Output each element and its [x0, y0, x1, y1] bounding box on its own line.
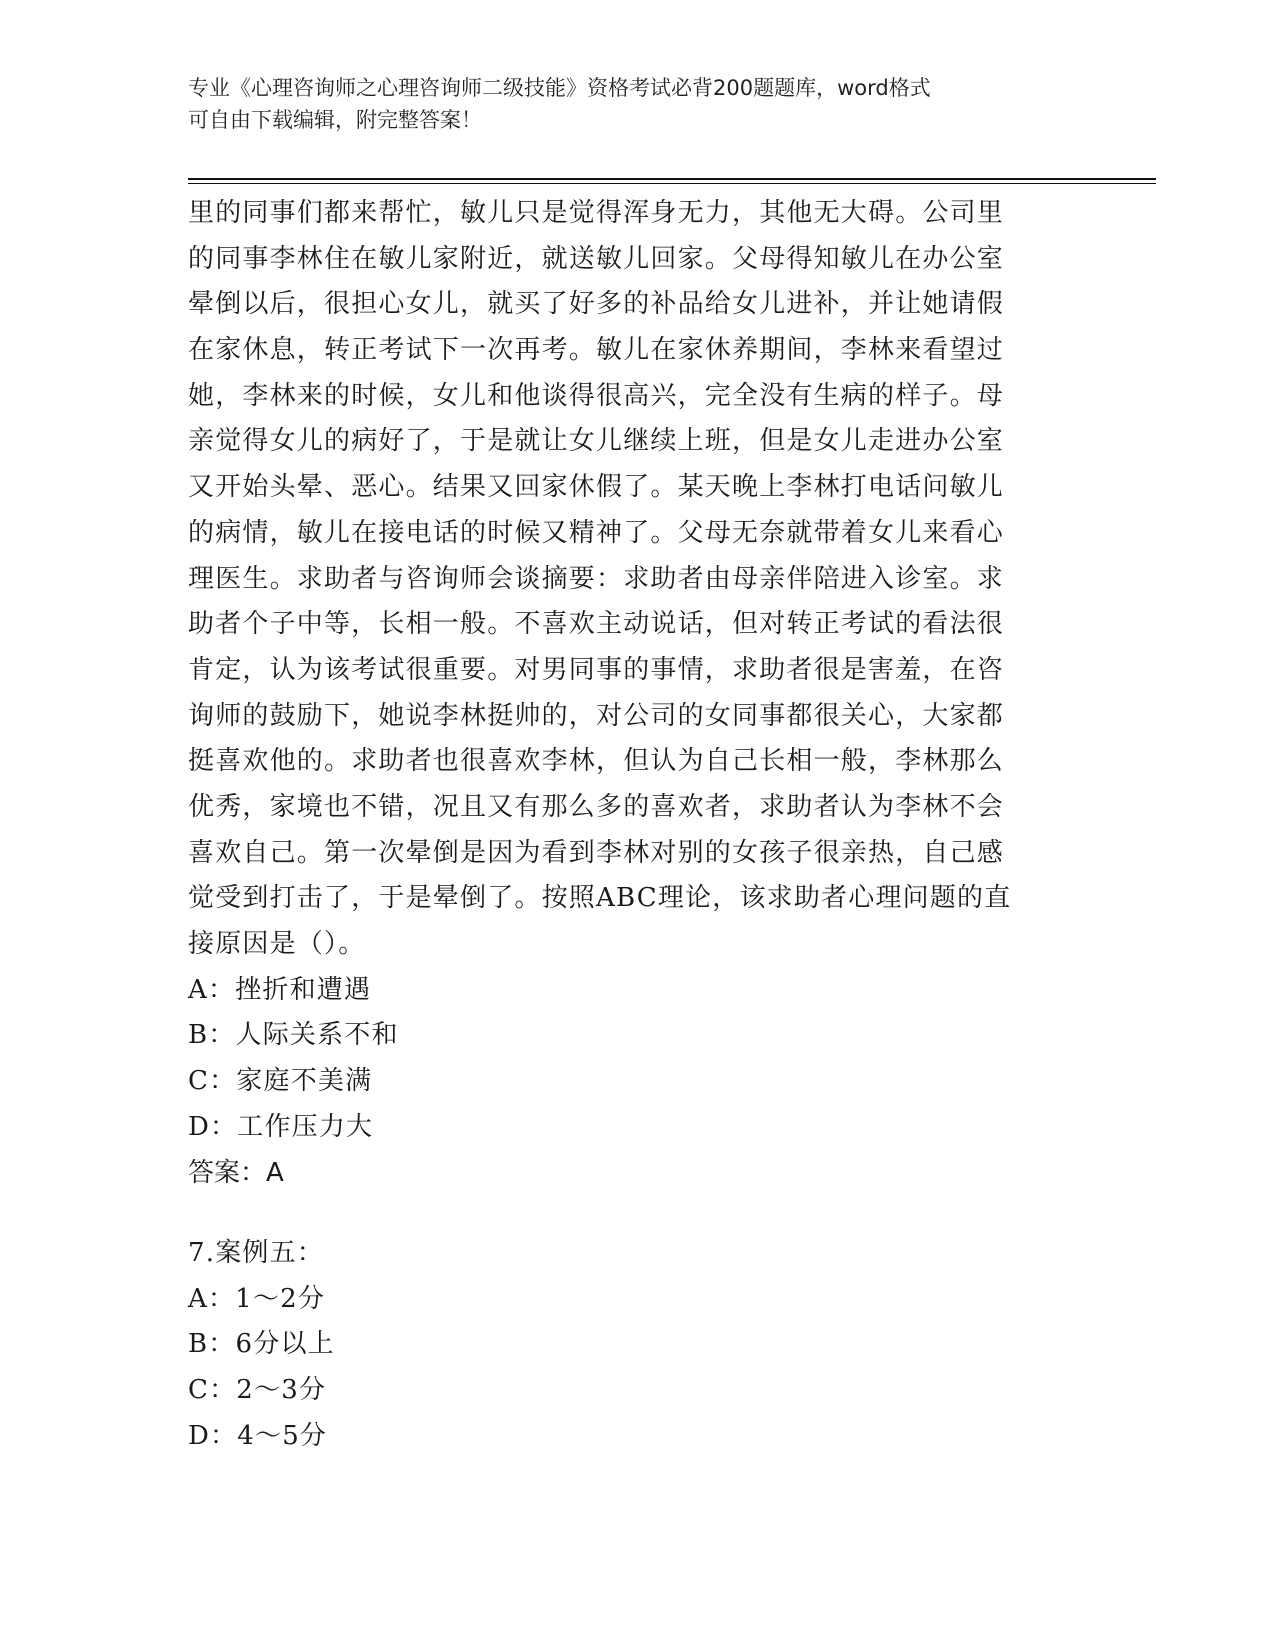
- option-b: B：6分以上: [188, 1329, 335, 1360]
- question-text-line: 又开始头晕、恶心。结果又回家休假了。某天晚上李林打电话问敏儿: [188, 472, 1005, 503]
- question-text-line: 的病情，敏儿在接电话的时候又精神了。父母无奈就带着女儿来看心: [188, 517, 1005, 548]
- question-text-line: 理医生。求助者与咨询师会谈摘要：求助者由母亲伴陪进入诊室。求: [188, 563, 1005, 594]
- question-text-line: 助者个子中等，长相一般。不喜欢主动说话，但对转正考试的看法很: [188, 609, 1005, 640]
- option-a: A：1～2分: [188, 1283, 326, 1314]
- question-text-line: 她，李林来的时候，女儿和他谈得很高兴，完全没有生病的样子。母: [188, 380, 1005, 411]
- header-title-line-2: 可自由下载编辑，附完整答案！: [188, 108, 482, 132]
- option-d: D：工作压力大: [188, 1111, 374, 1142]
- header-divider-thick: [188, 178, 1156, 180]
- question-text-line: 挺喜欢他的。求助者也很喜欢李林，但认为自己长相一般，李林那么: [188, 746, 1005, 777]
- question-text-line: 觉受到打击了，于是晕倒了。按照ABC理论，该求助者心理问题的直: [188, 883, 1012, 914]
- answer-line: 答案：A: [188, 1158, 284, 1189]
- header-divider-thin: [188, 183, 1156, 184]
- question-text-line: 肯定，认为该考试很重要。对男同事的事情，求助者很是害羞，在咨: [188, 654, 1005, 685]
- option-d: D：4～5分: [188, 1420, 328, 1451]
- question-text-line: 优秀，家境也不错，况且又有那么多的喜欢者，求助者认为李林不会: [188, 791, 1005, 822]
- question-text-line: 里的同事们都来帮忙，敏儿只是觉得浑身无力，其他无大碍。公司里: [188, 198, 1005, 228]
- question-text-line: 的同事李林住在敏儿家附近，就送敏儿回家。父母得知敏儿在办公室: [188, 243, 1005, 274]
- question-6: [188, 191, 1068, 1196]
- question-text-line: 在家休息，转正考试下一次再考。敏儿在家休养期间，李林来看望过: [188, 335, 1005, 366]
- header-title-line-1: 专业《心理咨询师之心理咨询师二级技能》资格考试必背200题题库，word格式: [188, 76, 931, 100]
- question-text-line: 亲觉得女儿的病好了，于是就让女儿继续上班，但是女儿走进办公室: [188, 426, 1005, 457]
- option-c: C：家庭不美满: [188, 1066, 373, 1097]
- option-a: A：挫折和遭遇: [188, 974, 372, 1005]
- question-text-line: 接原因是（）。: [188, 929, 366, 959]
- question-text-line: 晕倒以后，很担心女儿，就买了好多的补品给女儿进补，并让她请假: [188, 289, 1005, 320]
- option-b: B：人际关系不和: [188, 1020, 399, 1051]
- document-header: [188, 72, 1068, 136]
- question-title: 7.案例五：: [188, 1238, 325, 1268]
- question-text-line: 喜欢自己。第一次晕倒是因为看到李林对别的女孩子很亲热，自己感: [188, 837, 1005, 868]
- question-7: [188, 1231, 1068, 1459]
- question-text-line: 询师的鼓励下，她说李林挺帅的，对公司的女同事都很关心，大家都: [188, 700, 1005, 731]
- option-c: C：2～3分: [188, 1375, 327, 1406]
